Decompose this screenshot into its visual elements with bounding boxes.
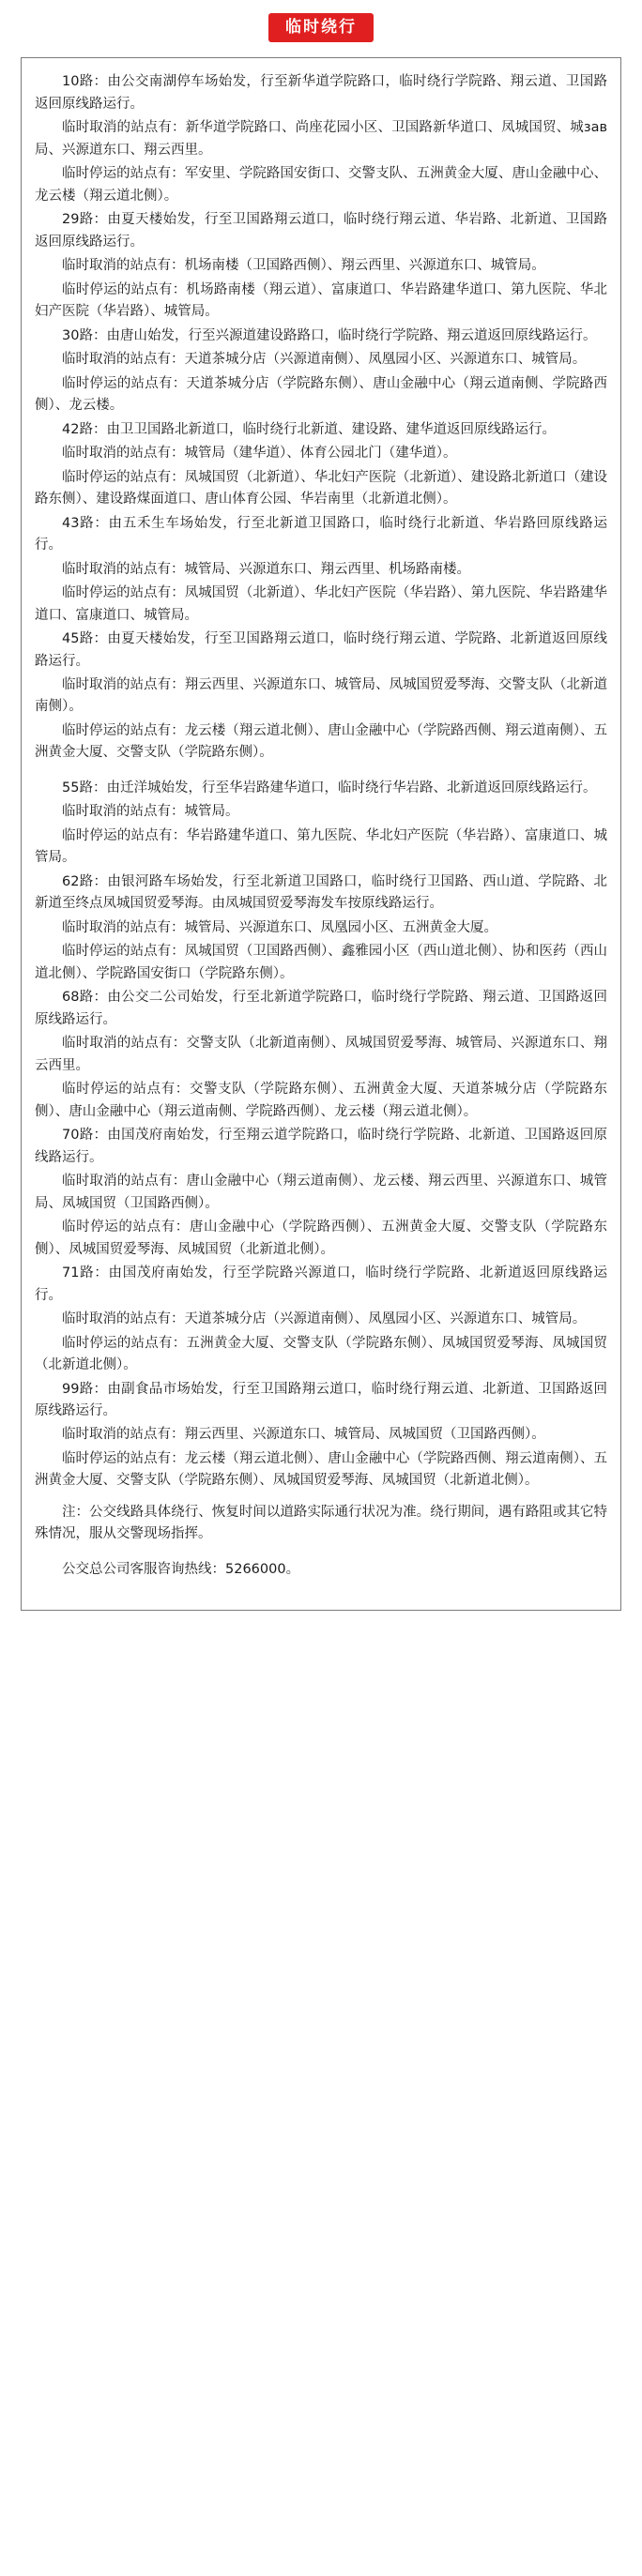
- route-description: 71路：由国茂府南始发，行至学院路兴源道口，临时绕行学院路、北新道返回原线路运行。: [35, 1265, 607, 1303]
- route-description: 99路：由副食品市场始发，行至卫国路翔云道口，临时绕行翔云道、北新道、卫国路返回原线路运行。: [35, 1381, 607, 1418]
- route-cancelled-stops: 临时取消的站点有：天道茶城分店（兴源道南侧）、凤凰园小区、兴源道东口、城管局。: [62, 1311, 587, 1327]
- route-cancelled-stops: 临时取消的站点有：城管局。: [62, 804, 239, 820]
- route-suspended-stops: 临时停运的站点有：机场路南楼（翔云道）、富康道口、华岩路建华道口、第九医院、华北妇产医院（华岩路）、城管局。: [35, 281, 607, 320]
- route-block: [35, 871, 607, 985]
- route-description: 30路：由唐山始发，行至兴源道建设路路口，临时绕行学院路、翔云道返回原线路运行。: [62, 327, 597, 343]
- banner: [0, 0, 642, 52]
- banner-title: 临时绕行: [268, 13, 374, 42]
- notice-card: [21, 57, 621, 1611]
- route-suspended-stops: 临时停运的站点有：凤城国贸（卫国路西侧）、鑫雅园小区（西山道北侧）、协和医药（西山道北侧）、学院路国安街口（学院路东侧）。: [35, 944, 607, 981]
- route-block: [35, 1379, 607, 1493]
- route-cancelled-stops: 临时取消的站点有：机场南楼（卫国路西侧）、翔云西里、兴源道东口、城管局。: [62, 258, 545, 274]
- route-cancelled-stops: 临时取消的站点有：城管局、兴源道东口、凤凰园小区、五洲黄金大厦。: [62, 919, 497, 935]
- route-block: [35, 629, 607, 765]
- footer-hotline: 公交总公司客服咨询热线：5266000。: [62, 1562, 300, 1578]
- route-description: 62路：由银河路车场始发，行至北新道卫国路口，临时绕行卫国路、西山道、学院路、北新道至终点凤城国贸爱琴海。由凤城国贸爱琴海发车按原线路运行。: [35, 873, 607, 912]
- route-block: [35, 1125, 607, 1261]
- route-suspended-stops: 临时停运的站点有：龙云楼（翔云道北侧）、唐山金融中心（学院路西侧、翔云道南侧）、五洲黄金大厦、交警支队（学院路东侧）。: [35, 722, 607, 761]
- route-suspended-stops: 临时停运的站点有：天道茶城分店（学院路东侧）、唐山金融中心（翔云道南侧、学院路西侧）、龙云楼。: [35, 375, 607, 414]
- route-cancelled-stops: 临时取消的站点有：城管局、兴源道东口、翔云西里、机场路南楼。: [62, 561, 470, 577]
- route-block: [35, 778, 607, 870]
- route-description: 10路：由公交南湖停车场始发，行至新华道学院路口，临时绕行学院路、翔云道、卫国路返回原线路运行。: [35, 74, 607, 112]
- route-description: 55路：由迁洋城始发，行至华岩路建华道口，临时绕行华岩路、北新道返回原线路运行。: [62, 780, 597, 796]
- route-suspended-stops: 临时停运的站点有：军安里、学院路国安街口、交警支队、五洲黄金大厦、唐山金融中心、龙云楼（翔云道北侧）。: [35, 166, 607, 204]
- route-cancelled-stops: 临时取消的站点有：新华道学院路口、尚座花园小区、卫国路新华道口、凤城国贸、城зав局、兴源道东口、翔云西里。: [35, 120, 607, 158]
- route-block: [35, 419, 607, 511]
- route-description: 29路：由夏天楼始发，行至卫国路翔云道口，临时绕行翔云道、华岩路、北新道、卫国路返回原线路运行。: [35, 212, 607, 250]
- route-cancelled-stops: 临时取消的站点有：翔云西里、兴源道东口、城管局、凤城国贸爱琴海、交警支队（北新道南侧）。: [35, 676, 607, 715]
- section-gap: [35, 766, 607, 778]
- route-block: [35, 71, 607, 207]
- route-block: [35, 209, 607, 323]
- route-suspended-stops: 临时停运的站点有：唐山金融中心（学院路西侧）、五洲黄金大厦、交警支队（学院路东侧）、凤城国贸爱琴海、凤城国贸（北新道北侧）。: [35, 1220, 607, 1257]
- route-description: 43路：由五禾生车场始发，行至北新道卫国路口，临时绕行北新道、华岩路回原线路运行。: [35, 515, 607, 553]
- route-suspended-stops: 临时停运的站点有：凤城国贸（北新道）、华北妇产医院（北新道）、建设路北新道口（建设路东侧）、建设路煤面道口、唐山体育公园、华岩南里（北新道北侧）。: [35, 469, 607, 508]
- route-description: 45路：由夏天楼始发，行至卫国路翔云道口，临时绕行翔云道、学院路、北新道返回原线路运行。: [35, 631, 607, 669]
- route-cancelled-stops: 临时取消的站点有：交警支队（北新道南侧）、凤城国贸爱琴海、城管局、兴源道东口、翔云西里。: [35, 1036, 607, 1073]
- route-suspended-stops: 临时停运的站点有：龙云楼（翔云道北侧）、唐山金融中心（学院路西侧、翔云道南侧）、五洲黄金大厦、交警支队（学院路东侧）、凤城国贸爱琴海、凤城国贸（北新道北侧）。: [35, 1450, 607, 1489]
- route-suspended-stops: 临时停运的站点有：凤城国贸（北新道）、华北妇产医院（华岩路）、第九医院、华岩路建华道口、富康道口、城管局。: [35, 585, 607, 623]
- route-block: [35, 987, 607, 1123]
- route-cancelled-stops: 临时取消的站点有：天道茶城分店（兴源道南侧）、凤凰园小区、兴源道东口、城管局。: [62, 352, 587, 368]
- route-block: [35, 326, 607, 417]
- route-block: [35, 513, 607, 627]
- route-cancelled-stops: 临时取消的站点有：翔云西里、兴源道东口、城管局、凤城国贸（卫国路西侧）。: [62, 1427, 545, 1443]
- route-suspended-stops: 临时停运的站点有：五洲黄金大厦、交警支队（学院路东侧）、凤城国贸爱琴海、凤城国贸（北新道北侧）。: [35, 1335, 607, 1373]
- route-description: 70路：由国茂府南始发，行至翔云道学院路口，临时绕行学院路、北新道、卫国路返回原线路运行。: [35, 1128, 607, 1165]
- route-cancelled-stops: 临时取消的站点有：城管局（建华道）、体育公园北门（建华道）。: [62, 446, 457, 462]
- route-block: [35, 1263, 607, 1376]
- route-description: 68路：由公交二公司始发，行至北新道学院路口，临时绕行学院路、翔云道、卫国路返回原线路运行。: [35, 990, 607, 1027]
- footer-note: 注：公交线路具体绕行、恢复时间以道路实际通行状况为准。绕行期间，遇有路阻或其它特殊情况，服从交警现场指挥。: [35, 1504, 607, 1542]
- route-description: 42路：由卫卫国路北新道口，临时绕行北新道、建设路、建华道返回原线路运行。: [62, 421, 556, 437]
- route-suspended-stops: 临时停运的站点有：华岩路建华道口、第九医院、华北妇产医院（华岩路）、富康道口、城管局。: [35, 827, 607, 866]
- route-suspended-stops: 临时停运的站点有：交警支队（学院路东侧）、五洲黄金大厦、天道茶城分店（学院路东侧）、唐山金融中心（翔云道南侧、学院路西侧）、龙云楼（翔云道北侧）。: [35, 1082, 607, 1119]
- route-cancelled-stops: 临时取消的站点有：唐山金融中心（翔云道南侧）、龙云楼、翔云西里、兴源道东口、城管局、凤城国贸（卫国路西侧）。: [35, 1174, 607, 1211]
